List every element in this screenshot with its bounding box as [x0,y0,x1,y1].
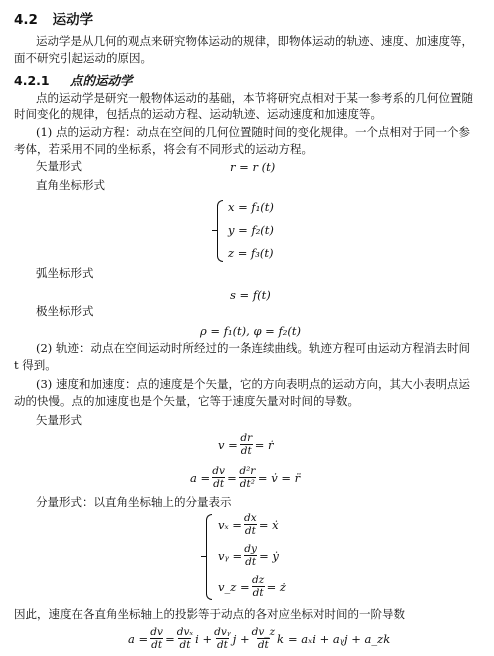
eq-acc-den1: dt [213,478,225,490]
eq-ac-den3: dt [216,639,228,651]
eq-acc-frac1 [212,465,225,490]
eq-comp-y-frac [244,543,257,568]
eq-ac-rhs: = aₓi + aᵧj + a_zk [288,631,391,646]
eq-comp-z-lhs: v_z = [218,579,250,594]
eq-ac-den2: dt [179,639,191,651]
eq-accel-components: a = $\frac{dv}{dt}$ = $\frac{\text{dvₓ}}{dt}$ i + $\frac{\text{dvᵧ}}{dt}$ j + $\frac{dv\_z}{dt}$ k = aₓi + aᵧj + a_zk [128,626,391,651]
cartesian-brace-tip [212,230,217,231]
intro-line-1: 运动学是从几何的观点来研究物体运动的规律，即物体运动的轨迹、速度、加速度等， [36,34,473,48]
eq-velocity [218,432,274,457]
eq-component-z [218,574,286,599]
arc-label: 弧坐标形式 [36,266,94,280]
item1-line-2: 考体，若采用不同的坐标系，将会有不同形式的运动方程。 [14,142,313,156]
eq-ac-num3: dvᵧ [214,626,231,638]
eq-ac-num4: dv_z [251,626,276,638]
eq-ac-term4: k [277,631,284,646]
intro-line-2: 面不研究引起运动的原因。 [14,51,152,65]
component-label: 分量形式：以直角坐标轴上的分量表示 [36,495,232,509]
subsection-heading [14,71,132,89]
eq-comp-x-num: dx [244,512,257,524]
eq-cartesian-z: z = f₃(t) [228,246,274,260]
cartesian-label: 直角坐标形式 [36,178,105,192]
eq-comp-y-rhs: = ẏ [259,548,279,563]
eq-acc-frac2 [239,465,256,490]
conclusion: 因此，速度在各直角坐标轴上的投影等于动点的各对应坐标对时间的一阶导数 [14,607,405,621]
eq-arc: s = f(t) [230,288,271,302]
eq-comp-y-lhs: vᵧ = [218,548,243,563]
eq-comp-x-frac [244,512,257,537]
eq-acc-den2: dt² [239,478,255,490]
section-number: 4.2 [14,12,38,28]
eq-acc-num2: d²r [239,465,256,477]
eq-ac-num1: dv [150,626,163,638]
eq-acc-rhs: = v̇ = r̈ [257,470,301,485]
eq-acc-mid: = [227,470,237,485]
polar-label: 极坐标形式 [36,304,94,318]
item3-line-1: (3) 速度和加速度：点的速度是个矢量，它的方向表明点的运动方向，其大小表明点运 [36,377,470,391]
subsection-title: 点的运动学 [69,73,133,88]
eq-ac-den4: dt [257,639,269,651]
eq-vector: r = r (t) [230,160,276,174]
item1-line-1: (1) 点的运动方程：动点在空间的几何位置随时间的变化规律。一个点相对于同一个参 [36,125,470,139]
eq-velocity-frac [240,432,253,457]
eq-ac-den1: dt [151,639,163,651]
subsection-number: 4.2.1 [14,73,50,88]
eq-comp-y-num: dy [244,543,257,555]
section-title: 运动学 [52,12,94,28]
eq-comp-x-lhs: vₓ = [218,517,242,532]
eq-polar: ρ = f₁(t), φ = f₂(t) [200,324,301,338]
eq-acc-lhs: a = [190,470,211,485]
eq-comp-x-den: dt [244,525,256,537]
section-heading [14,8,93,28]
item2-line-1: (2) 轨迹：动点在空间运动时所经过的一条连续曲线。轨迹方程可由运动方程消去时间 [36,341,470,355]
eq-comp-x-rhs: = ẋ [258,517,279,532]
eq-velocity-den: dt [240,445,252,457]
eq-ac-term3: j + [232,631,250,646]
vector-form-label-2: 矢量形式 [36,413,82,427]
item2-line-2: t 得到。 [14,358,57,372]
eq-component-y [218,543,279,568]
eq-ac-term2: i + [195,631,213,646]
eq-ac-num2: dvₓ [176,626,194,638]
eq-velocity-lhs: v = [218,437,238,452]
eq-comp-z-rhs: = ż [266,579,286,594]
component-brace-tip [201,556,206,557]
eq-comp-z-den: dt [252,587,264,599]
component-brace [206,514,212,600]
cartesian-brace [217,200,223,262]
eq-ac-frac2 [177,626,193,651]
eq-comp-z-frac [252,574,265,599]
item3-line-2: 动的快慢。点的加速度也是个矢量，它等于速度矢量对时间的导数。 [14,394,359,408]
eq-velocity-num: dr [240,432,253,444]
eq-velocity-rhs: = ṙ [254,437,274,452]
eq-component-x [218,512,279,537]
eq-cartesian-y: y = f₂(t) [228,223,274,237]
eq-acc-num1: dv [212,465,225,477]
eq-comp-y-den: dt [245,556,257,568]
eq-acceleration [190,465,300,490]
vector-form-label: 矢量形式 [36,159,82,173]
para1-line-2: 时间变化的规律，包括点的运动方程、运动轨迹、运动速度和加速度等。 [14,107,382,121]
eq-comp-z-num: dz [251,574,265,586]
eq-ac-lhs: a = [128,631,149,646]
eq-ac-frac3 [214,626,231,651]
eq-ac-frac1 [150,626,163,651]
eq-cartesian-x: x = f₁(t) [228,200,274,214]
para1-line-1: 点的运动学是研究一般物体运动的基础，本节将研究点相对于某一参考系的几何位置随 [36,91,473,105]
eq-ac-frac4 [252,626,275,651]
